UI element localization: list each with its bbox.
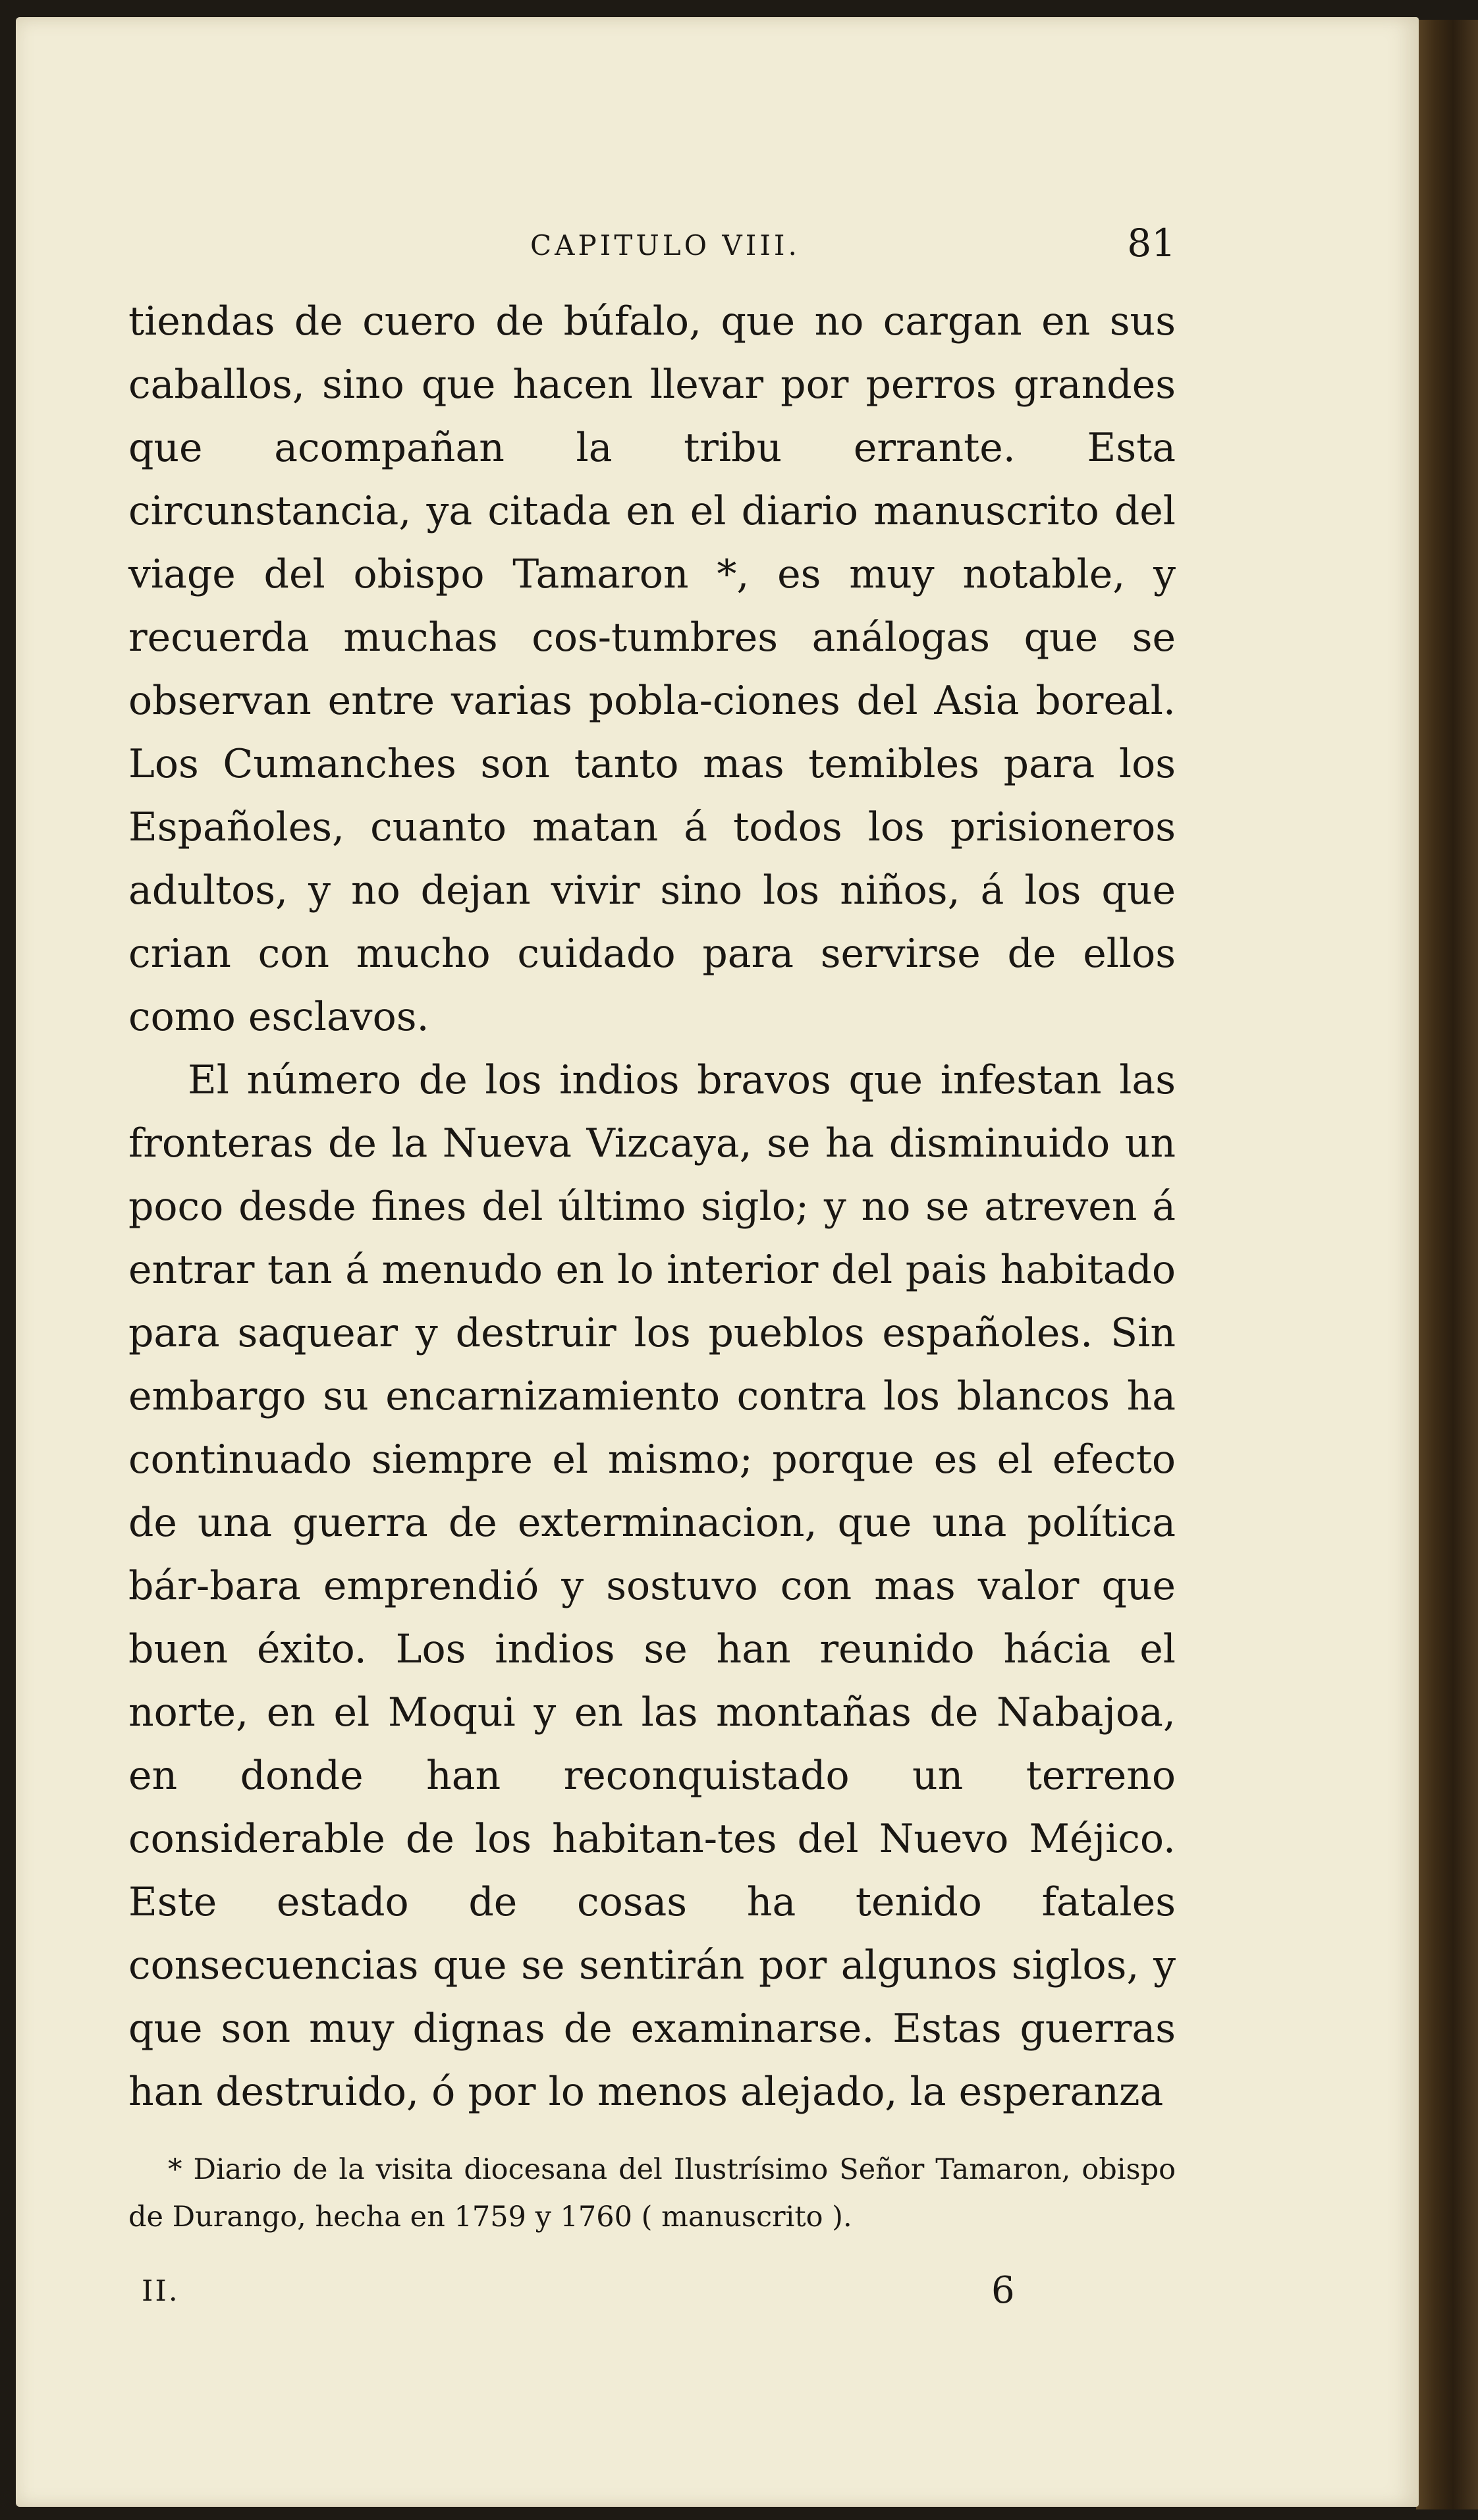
signature-mark: 6 bbox=[991, 2269, 1015, 2312]
page-header bbox=[128, 217, 1176, 290]
footnote: * Diario de la visita diocesana del Ilustrísimo Señor Tamaron, obispo de Durango, hecha en 1759 y 1760 ( manuscrito ). bbox=[128, 2153, 1176, 2233]
page-text-block bbox=[128, 217, 1176, 2335]
paragraph-1: tiendas de cuero de búfalo, que no cargan en sus caballos, sino que hacen llevar por perros grandes que acompañan la tribu errante. Esta circunstancia, ya citada en el diario manuscrito del viage del obispo Tamaron *, es muy notable, y recuerda muchas cos-tumbres análogas que se observan entre varias pobla-ciones del Asia boreal. Los Cumanches son tanto mas temibles para los Españoles, cuanto matan á todos los prisioneros adultos, y no dejan vivir sino los niños, á los que crian con mucho cuidado para servirse de ellos como esclavos. bbox=[128, 298, 1176, 1040]
running-head: CAPITULO VIII. bbox=[530, 229, 800, 261]
volume-mark: II. bbox=[142, 2274, 180, 2308]
page-footer bbox=[128, 2269, 1176, 2335]
page-number: 81 bbox=[1127, 221, 1176, 265]
book-binding-edge bbox=[1416, 20, 1478, 2509]
paragraph-2: El número de los indios bravos que infestan las fronteras de la Nueva Vizcaya, se ha disminuido un poco desde fines del último siglo; y no se atreven á entrar tan á menudo en lo interior del pais habitado para saquear y destruir los pueblos españoles. Sin embargo su encarnizamiento contra los blancos ha continuado siempre el mismo; porque es el efecto de una guerra de exterminacion, que una política bár-bara emprendió y sostuvo con mas valor que buen éxito. Los indios se han reunido hácia el norte, en el Moqui y en las montañas de Nabajoa, en donde han reconquistado un terreno considerable de los habitan-tes del Nuevo Méjico. Este estado de cosas ha tenido fatales consecuencias que se sentirán por algunos siglos, y que son muy dignas de examinarse. Estas guerras han destruido, ó por lo menos alejado, la esperanza bbox=[128, 1057, 1176, 2115]
body-text bbox=[128, 290, 1176, 2123]
